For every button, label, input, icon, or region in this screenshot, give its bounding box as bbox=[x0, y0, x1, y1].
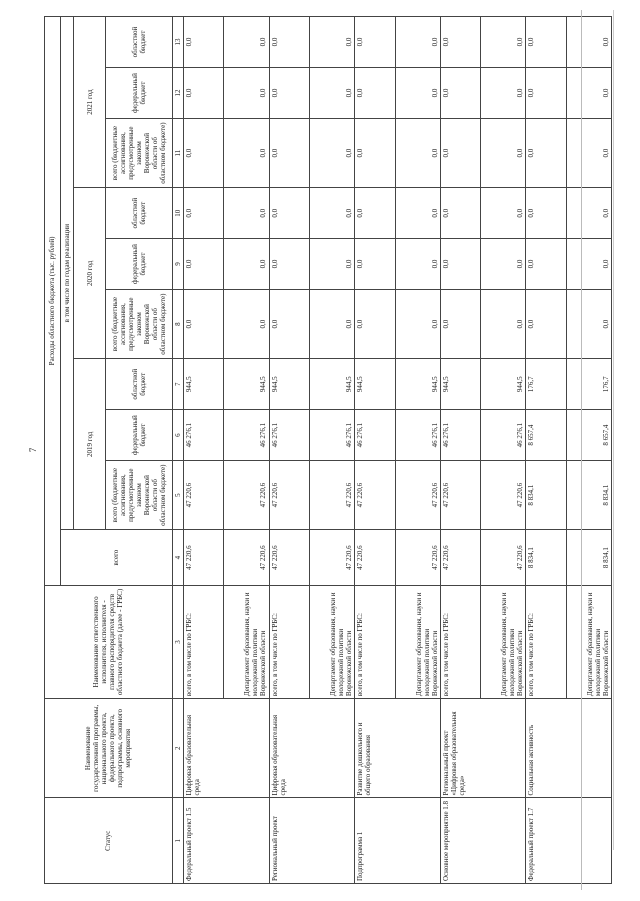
value-cell: 47 220,6 bbox=[440, 461, 481, 530]
value-cell: 0,0 bbox=[566, 118, 611, 187]
header-year-2020: 2020 год bbox=[74, 188, 106, 359]
column-number: 5 bbox=[172, 461, 183, 530]
row-name: Цифровая образовательная среда bbox=[269, 699, 355, 798]
value-cell: 47 220,6 bbox=[395, 461, 440, 530]
row-name: Цифровая образовательная среда bbox=[183, 699, 269, 798]
header-regional: областной бюджет bbox=[105, 17, 172, 68]
value-cell: 0,0 bbox=[440, 118, 481, 187]
value-cell: 0,0 bbox=[395, 17, 440, 68]
value-cell: 0,0 bbox=[310, 188, 355, 239]
row-department: Департамент образования, науки и молодежной политики Воронежской области bbox=[395, 585, 440, 698]
value-cell: 47 220,6 bbox=[269, 461, 310, 530]
row-department: Департамент образования, науки и молодежной политики Воронежской области bbox=[224, 585, 269, 698]
column-number: 8 bbox=[172, 289, 183, 358]
value-cell: 0,0 bbox=[355, 239, 396, 290]
row-department: Департамент образования, науки и молодежной политики Воронежской области bbox=[481, 585, 526, 698]
value-cell: 0,0 bbox=[526, 68, 567, 119]
value-cell: 0,0 bbox=[355, 188, 396, 239]
value-cell: 0,0 bbox=[310, 289, 355, 358]
value-cell: 0,0 bbox=[566, 188, 611, 239]
table-row bbox=[355, 17, 396, 884]
header-status: Статус bbox=[45, 798, 173, 884]
value-cell: 0,0 bbox=[526, 188, 567, 239]
value-cell: 47 220,6 bbox=[395, 530, 440, 585]
row-name: Региональный проект «Цифровая образовательная среда» bbox=[440, 699, 526, 798]
value-cell: 0,0 bbox=[224, 68, 269, 119]
table-row bbox=[183, 17, 224, 884]
value-cell: 0,0 bbox=[310, 68, 355, 119]
header-law-total: всего (бюджетные ассигнования, предусмотренные законом Воронежской области об областном бюджете) bbox=[105, 289, 172, 358]
value-cell: 0,0 bbox=[269, 118, 310, 187]
scan-edge-line bbox=[613, 10, 614, 850]
value-cell: 8 834,1 bbox=[526, 530, 567, 585]
table-row bbox=[269, 17, 310, 884]
value-cell: 0,0 bbox=[526, 17, 567, 68]
value-cell: 0,0 bbox=[395, 188, 440, 239]
value-cell: 0,0 bbox=[566, 17, 611, 68]
value-cell: 46 276,1 bbox=[481, 410, 526, 461]
column-number: 11 bbox=[172, 118, 183, 187]
row-executor: всего, в том числе по ГРБС: bbox=[355, 585, 396, 698]
value-cell: 0,0 bbox=[481, 289, 526, 358]
header-expenses: Расходы областного бюджета (тыс. рублей) bbox=[45, 17, 61, 586]
header-by-year: в том числе по годам реализации bbox=[60, 17, 74, 530]
row-status: Федеральный проект 1.7 bbox=[526, 798, 612, 884]
header-regional: областной бюджет bbox=[105, 359, 172, 410]
value-cell: 0,0 bbox=[183, 17, 224, 68]
value-cell: 944,5 bbox=[310, 359, 355, 410]
value-cell: 0,0 bbox=[440, 17, 481, 68]
value-cell: 0,0 bbox=[183, 239, 224, 290]
value-cell: 944,5 bbox=[269, 359, 310, 410]
value-cell: 0,0 bbox=[566, 68, 611, 119]
value-cell: 0,0 bbox=[224, 17, 269, 68]
row-executor: всего, в том числе по ГРБС: bbox=[440, 585, 481, 698]
value-cell: 47 220,6 bbox=[310, 461, 355, 530]
value-cell: 0,0 bbox=[526, 118, 567, 187]
value-cell: 47 220,6 bbox=[481, 530, 526, 585]
value-cell: 47 220,6 bbox=[355, 530, 396, 585]
value-cell: 0,0 bbox=[481, 68, 526, 119]
budget-table bbox=[44, 16, 612, 884]
value-cell: 944,5 bbox=[355, 359, 396, 410]
value-cell: 0,0 bbox=[355, 289, 396, 358]
header-regional: областной бюджет bbox=[105, 188, 172, 239]
value-cell: 0,0 bbox=[310, 118, 355, 187]
column-number: 4 bbox=[172, 530, 183, 585]
value-cell: 176,7 bbox=[526, 359, 567, 410]
value-cell: 0,0 bbox=[440, 239, 481, 290]
value-cell: 46 276,1 bbox=[183, 410, 224, 461]
header-law-total: всего (бюджетные ассигнования, предусмотренные законом Воронежской области об областном бюджете) bbox=[105, 118, 172, 187]
value-cell: 0,0 bbox=[395, 118, 440, 187]
row-name: Развитие дошкольного и общего образования bbox=[355, 699, 441, 798]
scan-edge-line bbox=[581, 10, 582, 890]
value-cell: 46 276,1 bbox=[310, 410, 355, 461]
value-cell: 0,0 bbox=[269, 17, 310, 68]
value-cell: 176,7 bbox=[566, 359, 611, 410]
value-cell: 0,0 bbox=[440, 289, 481, 358]
value-cell: 0,0 bbox=[269, 188, 310, 239]
header-total: всего bbox=[60, 530, 172, 585]
value-cell: 0,0 bbox=[269, 289, 310, 358]
column-number: 10 bbox=[172, 188, 183, 239]
document-page bbox=[20, 10, 620, 890]
column-number: 9 bbox=[172, 239, 183, 290]
value-cell: 944,5 bbox=[395, 359, 440, 410]
value-cell: 0,0 bbox=[395, 289, 440, 358]
value-cell: 944,5 bbox=[481, 359, 526, 410]
value-cell: 0,0 bbox=[526, 289, 567, 358]
row-department: Департамент образования, науки и молодежной политики Воронежской области bbox=[310, 585, 355, 698]
value-cell: 944,5 bbox=[224, 359, 269, 410]
value-cell: 8 657,4 bbox=[566, 410, 611, 461]
value-cell: 0,0 bbox=[355, 17, 396, 68]
value-cell: 46 276,1 bbox=[224, 410, 269, 461]
value-cell: 0,0 bbox=[183, 188, 224, 239]
value-cell: 8 834,1 bbox=[526, 461, 567, 530]
value-cell: 0,0 bbox=[224, 289, 269, 358]
column-number: 1 bbox=[172, 798, 183, 884]
value-cell: 47 220,6 bbox=[269, 530, 310, 585]
value-cell: 944,5 bbox=[183, 359, 224, 410]
value-cell: 0,0 bbox=[183, 68, 224, 119]
value-cell: 0,0 bbox=[269, 239, 310, 290]
value-cell: 8 657,4 bbox=[526, 410, 567, 461]
value-cell: 0,0 bbox=[481, 239, 526, 290]
column-number: 6 bbox=[172, 410, 183, 461]
header-year-2021: 2021 год bbox=[74, 17, 106, 188]
value-cell: 0,0 bbox=[481, 17, 526, 68]
column-number: 12 bbox=[172, 68, 183, 119]
value-cell: 0,0 bbox=[566, 239, 611, 290]
header-federal: федеральный бюджет bbox=[105, 68, 172, 119]
value-cell: 47 220,6 bbox=[183, 461, 224, 530]
value-cell: 0,0 bbox=[395, 239, 440, 290]
value-cell: 0,0 bbox=[355, 118, 396, 187]
value-cell: 47 220,6 bbox=[224, 530, 269, 585]
value-cell: 0,0 bbox=[224, 118, 269, 187]
value-cell: 0,0 bbox=[566, 289, 611, 358]
value-cell: 47 220,6 bbox=[355, 461, 396, 530]
value-cell: 0,0 bbox=[310, 239, 355, 290]
column-number: 7 bbox=[172, 359, 183, 410]
row-status: Региональный проект bbox=[269, 798, 355, 884]
row-executor: всего, в том числе по ГРБС: bbox=[526, 585, 567, 698]
value-cell: 8 834,1 bbox=[566, 530, 611, 585]
row-status: Федеральный проект 1.5 bbox=[183, 798, 269, 884]
value-cell: 944,5 bbox=[440, 359, 481, 410]
value-cell: 47 220,6 bbox=[224, 461, 269, 530]
row-status: Подпрограмма 1 bbox=[355, 798, 441, 884]
value-cell: 0,0 bbox=[440, 188, 481, 239]
header-program-name: Наименование государственной программы, национального проекта, федерального проекта, подпрограммы, основного мероприятия bbox=[45, 699, 173, 798]
value-cell: 0,0 bbox=[183, 289, 224, 358]
value-cell: 47 220,6 bbox=[310, 530, 355, 585]
value-cell: 0,0 bbox=[355, 68, 396, 119]
value-cell: 8 834,1 bbox=[566, 461, 611, 530]
value-cell: 0,0 bbox=[269, 68, 310, 119]
value-cell: 0,0 bbox=[440, 68, 481, 119]
header-federal: федеральный бюджет bbox=[105, 239, 172, 290]
header-law-total: всего (бюджетные ассигнования, предусмотренные законом Воронежской области об областном бюджете) bbox=[105, 461, 172, 530]
value-cell: 0,0 bbox=[183, 118, 224, 187]
value-cell: 0,0 bbox=[481, 118, 526, 187]
table-row bbox=[526, 17, 567, 884]
row-executor: всего, в том числе по ГРБС: bbox=[183, 585, 224, 698]
value-cell: 0,0 bbox=[395, 68, 440, 119]
value-cell: 46 276,1 bbox=[355, 410, 396, 461]
value-cell: 0,0 bbox=[224, 188, 269, 239]
value-cell: 46 276,1 bbox=[440, 410, 481, 461]
header-executor: Наименование ответственного исполнителя, исполнителя - главного распорядителя средств областного бюджета (далее - ГРБС) bbox=[45, 585, 173, 698]
value-cell: 0,0 bbox=[224, 239, 269, 290]
row-department: Департамент образования, науки и молодежной политики Воронежской области bbox=[566, 585, 611, 698]
value-cell: 47 220,6 bbox=[440, 530, 481, 585]
row-name: Социальная активность bbox=[526, 699, 612, 798]
page-number: 7 bbox=[28, 447, 38, 453]
row-status: Основное мероприятие 1.8 bbox=[440, 798, 526, 884]
table-row bbox=[440, 17, 481, 884]
column-number: 3 bbox=[172, 585, 183, 698]
value-cell: 0,0 bbox=[310, 17, 355, 68]
value-cell: 0,0 bbox=[526, 239, 567, 290]
value-cell: 46 276,1 bbox=[395, 410, 440, 461]
column-number: 2 bbox=[172, 699, 183, 798]
row-executor: всего, в том числе по ГРБС: bbox=[269, 585, 310, 698]
value-cell: 46 276,1 bbox=[269, 410, 310, 461]
value-cell: 47 220,6 bbox=[183, 530, 224, 585]
header-federal: федеральный бюджет bbox=[105, 410, 172, 461]
value-cell: 47 220,6 bbox=[481, 461, 526, 530]
value-cell: 0,0 bbox=[481, 188, 526, 239]
column-number: 13 bbox=[172, 17, 183, 68]
header-year-2019: 2019 год bbox=[74, 359, 106, 530]
